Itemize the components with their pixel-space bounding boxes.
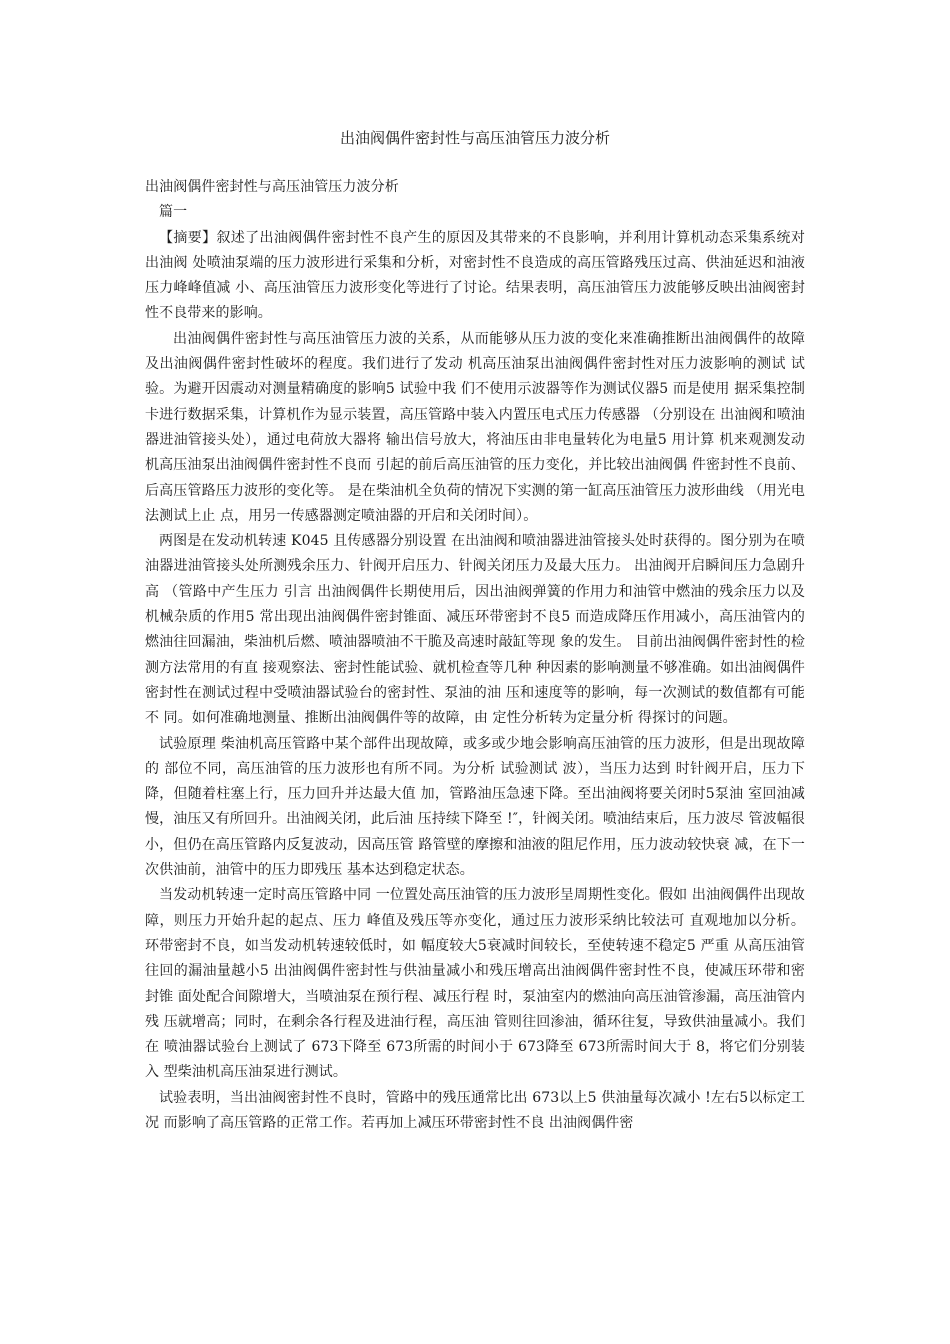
paragraph: 当发动机转速一定时高压管路中同 一位置处高压油管的压力波形呈周期性变化。假如 出油阀偶件出现故障，则压力开始升起的起点、压力 峰值及残压等亦变化，通过压力波形采纳比较法可 直观地加以分析。 环带密封不良，如当发动机转速较低时，如 幅度较大5衰减时间较长，至使转速不稳定5 严重 从高压油管往回的漏油量越小5 出油阀偶件密封性与供油量减小和残压增高出油阀偶件密封性不良，使减压环带和密封锥 面处配合间隙增大，当喷油泵在预行程、减压行程 时，泵油室内的燃油向高压油管渗漏，高压油管内残 压就增高；同时，在剩余各行程及进油行程，高压油 管则往回渗油，循环往复，导致供油量减小。我们在 喷油器试验台上测试了 673下降至 673所需的时间小于 673降至 673所需时间大于 8，将它们分别装入 型柴油机高压油泵进行测试。 xyxy=(145,887,805,1081)
document-page xyxy=(145,0,805,1344)
document-subtitle: 出油阀偶件密封性与高压油管压力波分析 xyxy=(145,179,399,195)
paragraph: 出油阀偶件密封性与高压油管压力波的关系，从而能够从压力波的变化来准确推断出油阀偶件的故障 及出油阀偶件密封性破坏的程度。我们进行了发动 机高压油泵出油阀偶件密封性对压力波影响的测试 试验。为避开因震动对测量精确度的影响5 试验中我 们不使用示波器等作为测试仪器5 而是使用 据采集控制卡进行数据采集，计算机作为显示装置，高压管路中装入内置压电式压力传感器 （分别设在 出油阀和喷油器进油管接头处），通过电荷放大器将 输出信号放大，将油压由非电量转化为电量5 用计算 机来观测发动机高压油泵出油阀偶件密封性不良而 引起的前后高压油管的压力变化，并比较出油阀偶 件密封性不良前、后高压管路压力波形的变化等。 是在柴油机全负荷的情况下实测的第一缸高压油管压力波形曲线 （用光电法测试上止 点，用另一传感器测定喷油器的开启和关闭时间）。 xyxy=(145,330,805,524)
document-body xyxy=(145,175,805,1136)
document-title: 出油阀偶件密封性与高压油管压力波分析 xyxy=(339,129,610,147)
paragraph: 两图是在发动机转速 K045 且传感器分别设置 在出油阀和喷油器进油管接头处时获得的。图分别为在喷油器进油管接头处所测残余压力、针阀开启压力、针阀关闭压力及最大压力。 出油阀开启瞬间压力急剧升高 （管路中产生压力 引言 出油阀偶件长期使用后，因出油阀弹簧的作用力和油管中燃油的残余压力以及机械杂质的作用5 常出现出油阀偶件密封锥面、减压环带密封不良5 而造成降压作用减小，高压油管内的燃油往回漏油，柴油机后燃、喷油器喷油不干脆及高速时敲缸等现 象的发生。 目前出油阀偶件密封性的检测方法常用的有直 接观察法、密封性能试验、就机检查等几种 种因素的影响测量不够准确。如出油阀偶件密封性在测试过程中受喷油器试验台的密封性、泵油的油 压和速度等的影响，每一次测试的数值都有可能不 同。如何准确地测量、推断出油阀偶件等的故障，由 定性分析转为定量分析 得探讨的问题。 xyxy=(145,533,805,727)
section-label: 篇一 xyxy=(159,204,188,221)
paragraph-abstract: 【摘要】叙述了出油阀偶件密封性不良产生的原因及其带来的不良影响，并利用计算机动态采集系统对出油阀 处喷油泵端的压力波形进行采集和分析，对密封性不良造成的高压管路残压过高、供油延迟和油液压力峰峰值减 小、高压油管压力波形变化等进行了讨论。结果表明，高压油管压力波能够反映出油阀密封性不良带来的影响。 xyxy=(145,229,805,322)
paragraph: 试验表明，当出油阀密封性不良时，管路中的残压通常比出 673以上5 供油量每次减小 !左右5以标定工况 而影响了高压管路的正常工作。若再加上减压环带密封性不良 出油阀偶件密 xyxy=(145,1089,805,1131)
paragraph: 试验原理 柴油机高压管路中某个部件出现故障，或多或少地会影响高压油管的压力波形，但是出现故障的 部位不同，高压油管的压力波形也有所不同。为分析 试验测试 波），当压力达到 时针阀开启，压力下降，但随着柱塞上行，压力回升并达最大值 加，管路油压急速下降。至出油阀将要关闭时5泵油 室回油减慢，油压又有所回升。出油阀关闭，此后油 压持续下降至 !″，针阀关闭。喷油结束后，压力波尽 管波幅很小，但仍在高压管路内反复波动，因高压管 路管壁的摩擦和油液的阻尼作用，压力波动较快衰 减，在下一次供油前，油管中的压力即残压 基本达到稳定状态。 xyxy=(145,735,805,879)
